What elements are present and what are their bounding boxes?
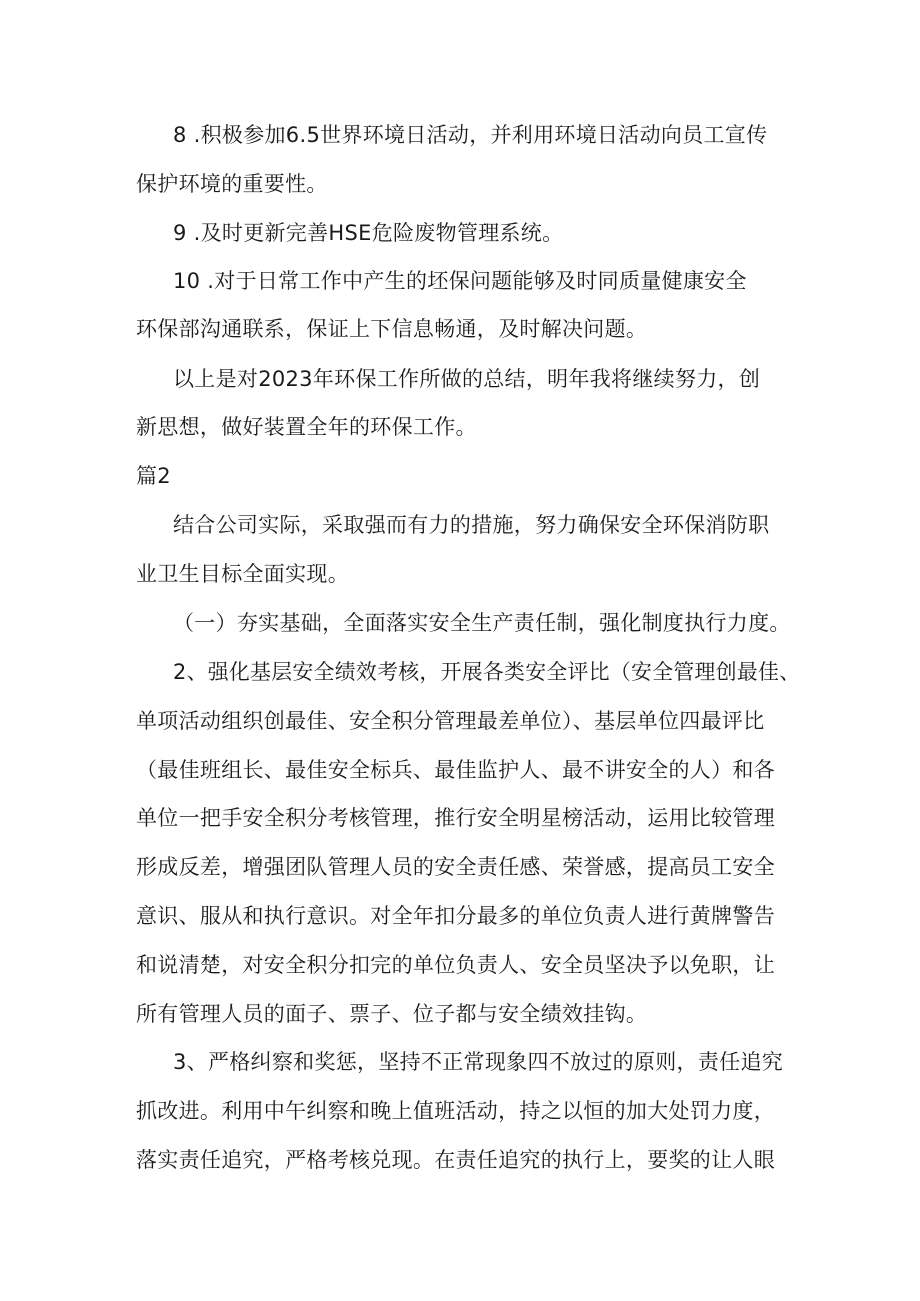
paragraph-line: 2、强化基层安全绩效考核，开展各类安全评比（安全管理创最佳、 bbox=[173, 660, 801, 684]
paragraph-line: 单位一把手安全积分考核管理，推行安全明星榜活动，运用比较管理 bbox=[136, 806, 775, 830]
paragraph-line: 落实责任追究，严格考核兑现。在责任追究的执行上，要奖的让人眼 bbox=[136, 1148, 775, 1172]
paragraph-line: 保护环境的重要性。 bbox=[136, 172, 328, 196]
paragraph-line: 8 .积极参加6.5世界环境日活动，并利用环境日活动向员工宣传 bbox=[173, 123, 768, 147]
paragraph-line: （最佳班组长、最佳安全标兵、最佳监护人、最不讲安全的人）和各 bbox=[136, 758, 775, 782]
paragraph-line: 单项活动组织创最佳、安全积分管理最差单位）、基层单位四最评比 bbox=[136, 709, 765, 733]
paragraph-line: 10 .对于日常工作中产生的坯保问题能够及时同质量健康安全 bbox=[173, 269, 747, 293]
paragraph-line: （一）夯实基础，全面落实安全生产责任制，强化制度执行力度。 bbox=[173, 611, 791, 635]
paragraph-line: 以上是对2023年环保工作所做的总结，明年我将继续努力，创 bbox=[173, 367, 761, 391]
paragraph-line: 抓改进。利用中午纠察和晚上值班活动，持之以恒的加大处罚力度， bbox=[136, 1099, 775, 1123]
paragraph-line: 新思想，做好装置全年的环保工作。 bbox=[136, 415, 477, 439]
paragraph-line: 9 .及时更新完善HSE危险废物管理系统。 bbox=[173, 221, 564, 245]
paragraph-line: 结合公司实际，采取强而有力的措施，努力确保安全环保消防职 bbox=[173, 513, 770, 537]
paragraph-line: 意识、服从和执行意识。对全年扣分最多的单位负责人进行黄牌警告 bbox=[136, 904, 775, 928]
paragraph-line: 业卫生目标全面实现。 bbox=[136, 562, 349, 586]
paragraph-line: 和说清楚，对安全积分扣完的单位负责人、安全员坚决予以免职，让 bbox=[136, 953, 775, 977]
paragraph-line: 3、严格纠察和奖惩，坚持不正常现象四不放过的原则，责任追究 bbox=[173, 1050, 784, 1074]
section-heading: 篇2 bbox=[136, 464, 171, 488]
paragraph-line: 环保部沟通联系，保证上下信息畅通，及时解决问题。 bbox=[136, 317, 648, 341]
paragraph-line: 所有管理人员的面子、票子、位子都与安全绩效挂钩。 bbox=[136, 1002, 648, 1026]
paragraph-line: 形成反差，增强团队管理人员的安全责任感、荣誉感，提高员工安全 bbox=[136, 855, 775, 879]
